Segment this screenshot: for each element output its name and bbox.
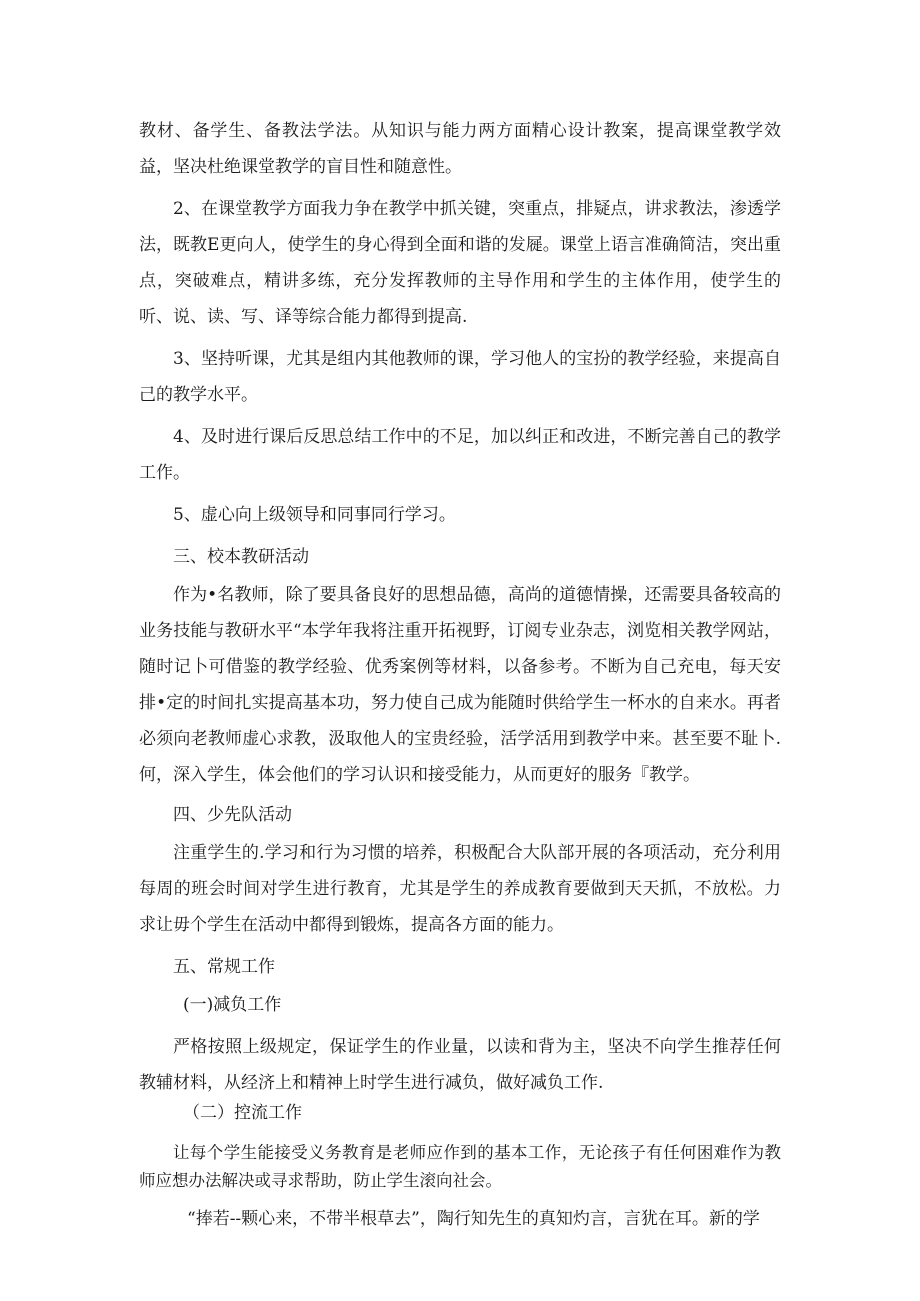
- paragraph-item-4: 4、及时进行课后反思总结工作中的不足，加以纠正和改进，不断完善自己的教学工作。: [139, 427, 781, 483]
- section-heading-4: 四、少先队活动: [173, 805, 292, 825]
- paragraph-item-5: 5、虚心向上级领导和同事同行学习。: [173, 505, 456, 525]
- section-heading-5: 五、常规工作: [173, 957, 275, 977]
- paragraph-lesson-prep: 教材、备学生、备教法学法。从知识与能力两方面精心设计教案，提高课堂教学效益，坚决杜绝课堂教学的盲目性和随意性。: [139, 121, 781, 177]
- section-heading-3: 三、校本教研活动: [173, 547, 309, 567]
- subsection-heading-dropout: （二）控流工作: [183, 1103, 302, 1123]
- subsection-heading-burden: (一)减负工作: [183, 995, 282, 1015]
- paragraph-teaching-research: 作为•名教师，除了要具备良好的思想品德，高尚的道德情操，还需要具备较高的业务技能与教研水平“本学年我将注重开拓视野，订阅专业杂志，浏览相关教学网站，随时记卜可借鉴的教学经验、优秀案例等材料，以备参考。不断为自己充电，每天安排•定的时间扎实提高基本功，努力使自己成为能随时供给学生一杯水的自来水。再者必须向老教师虚心求教，汲取他人的宝贵经验，活学活用到教学中来。甚至要不耻卜.何，深入学生，体会他们的学习认识和接受能力，从而更好的服务『教学。: [139, 585, 781, 785]
- paragraph-dropout-control: 让每个学生能接受义务教育是老师应作到的基本工作，无论孩子有任何困难作为教师应想办法解决或寻求帮助，防止学生滚向社会。: [139, 1143, 781, 1190]
- paragraph-item-2: 2、在课堂教学方面我力争在教学中抓关键，突重点，排疑点，讲求教法，渗透学法，既教E更向人，使学生的身心得到全面和谐的发屣。课堂上语言准确简洁，突出重点，突破难点，精讲多练，充分发挥教师的主导作用和学生的主体作用，使学生的听、说、读、写、译等综合能力都得到提高.: [139, 199, 781, 327]
- paragraph-burden-reduction: 严格按照上级规定，保证学生的作业量，以读和背为主，坚决不向学生推荐任何教辅材料，从经济上和精神上时学生进行减负，做好减负工作.: [139, 1037, 781, 1093]
- paragraph-item-3: 3、坚持听课，尤其是组内其他教师的课，学习他人的宝扮的教学经验，来提高自己的教学水平。: [139, 349, 781, 405]
- paragraph-young-pioneers: 注重学生的.学习和行为习惯的培养，积极配合大队部开展的各项活动，充分利用每周的班会时间对学生进行教育，尤其是学生的养成教育要做到天天抓，不放松。力求让毋个学生在活动中都得到锻炼，提高各方面的能力。: [139, 843, 781, 935]
- paragraph-closing-quote: “捧若--颗心来，不带半根草去”，陶行知先生的真知灼言，言犹在耳。新的学: [187, 1209, 760, 1229]
- document-body: [139, 113, 781, 1237]
